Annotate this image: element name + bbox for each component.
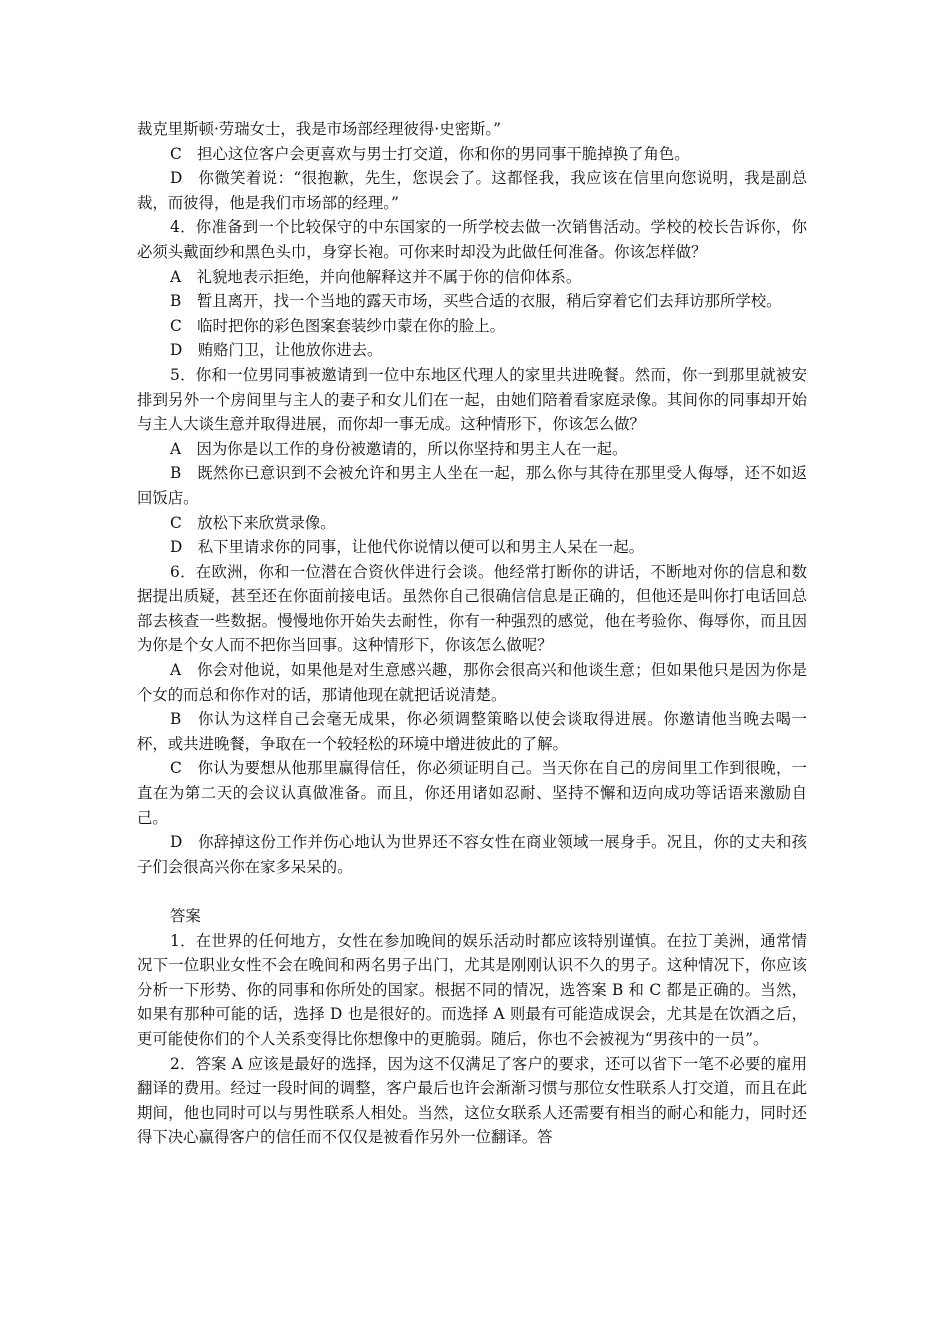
q3-option-c: C 担心这位客户会更喜欢与男士打交道，你和你的男同事干脆掉换了角色。	[170, 144, 690, 163]
q5-option-a: A 因为你是以工作的身份被邀请的，所以你坚持和男主人在一起。	[170, 439, 628, 458]
q4-option-c: C 临时把你的彩色图案套装纱巾蒙在你的脸上。	[170, 316, 505, 335]
q5-option-b: B 既然你已意识到不会被允许和男主人坐在一起，那么你与其待在那里受人侮辱，还不如返回饭店。	[137, 464, 807, 507]
q6-option-b: B 你认为这样自己会毫无成果，你必须调整策略以使会谈取得进展。你邀请他当晚去喝一杯，或共进晚餐，争取在一个较轻松的环境中增进彼此的了解。	[137, 710, 807, 753]
question-5: 5．你和一位男同事被邀请到一位中东地区代理人的家里共进晚餐。然而，你一到那里就被安排到另外一个房间里与主人的妻子和女儿们在一起，由她们陪着看家庭录像。其间你的同事却开始与主人大谈生意并取得进展，而你却一事无成。这种情形下，你该怎么做？	[137, 365, 807, 434]
q5-option-c: C 放松下来欣赏录像。	[170, 513, 336, 532]
answer-1: 1．在世界的任何地方，女性在参加晚间的娱乐活动时都应该特别谨慎。在拉丁美洲，通常情况下一位职业女性不会在晚间和两名男子出门，尤其是刚刚认识不久的男子。这种情况下，你应该分析一下形势、你的同事和你所处的国家。根据不同的情况，选答案 B 和 C 都是正确的。当然，如果有那种可能的话，选择 D 也是很好的。而选择 A 则最有可能造成误会，尤其是在饮酒之后，更可能使你们的个人关系变得比你想像中的更脆弱。随后，你也不会被视为“男孩中的一员”。	[137, 931, 807, 1048]
q4-option-d: D 贿赂门卫，让他放你进去。	[170, 341, 383, 360]
answers-heading: 答案	[170, 907, 201, 925]
document-page	[137, 117, 807, 1150]
question-4: 4．你准备到一个比较保守的中东国家的一所学校去做一次销售活动。学校的校长告诉你，你必须头戴面纱和黑色头巾，身穿长袍。可你来时却没为此做任何准备。你该怎样做？	[137, 218, 807, 261]
blank-line	[137, 879, 807, 904]
question-6: 6．在欧洲，你和一位潜在合资伙伴进行会谈。他经常打断你的讲话，不断地对你的信息和数据提出质疑，甚至还在你面前接电话。虽然你自己很确信信息是正确的，但他还是叫你打电话回总部去核查一些数据。慢慢地你开始失去耐性，你有一种强烈的感觉，他在考验你、侮辱你，而且因为你是个女人而不把你当回事。这种情形下，你该怎么做呢？	[137, 562, 807, 655]
answer-2: 2．答案 A 应该是最好的选择，因为这不仅满足了客户的要求，还可以省下一笔不必要的雇用翻译的费用。经过一段时间的调整，客户最后也许会渐渐习惯与那位女性联系人打交道，而且在此期间，他也同时可以与男性联系人相处。当然，这位女联系人还需要有相当的耐心和能力，同时还得下决心赢得客户的信任而不仅仅是被看作另外一位翻译。答	[137, 1054, 807, 1147]
q6-option-c: C 你认为要想从他那里赢得信任，你必须证明自己。当天你在自己的房间里工作到很晚，一直在为第二天的会议认真做准备。而且，你还用诸如忍耐、坚持不懈和迈向成功等话语来激励自己。	[137, 759, 807, 827]
q6-option-d: D 你辞掉这份工作并伤心地认为世界还不容女性在商业领域一展身手。况且，你的丈夫和孩子们会很高兴你在家多呆呆的。	[137, 833, 807, 876]
paragraph-continuation: 裁克里斯顿·劳瑞女士，我是市场部经理彼得·史密斯。”	[137, 120, 501, 138]
q3-option-d: D 你微笑着说：“很抱歉，先生，您误会了。这都怪我，我应该在信里向您说明，我是副总裁，而彼得，他是我们市场部的经理。”	[137, 169, 807, 212]
q4-option-b: B 暂且离开，找一个当地的露天市场，买些合适的衣服，稍后穿着它们去拜访那所学校。	[170, 292, 782, 311]
q4-option-a: A 礼貌地表示拒绝，并向他解释这并不属于你的信仰体系。	[170, 267, 582, 286]
q6-option-a: A 你会对他说，如果他是对生意感兴趣，那你会很高兴和他谈生意；但如果他只是因为你是个女的而总和你作对的话，那请他现在就把话说清楚。	[137, 661, 807, 704]
q5-option-d: D 私下里请求你的同事，让他代你说情以便可以和男主人呆在一起。	[170, 538, 645, 557]
